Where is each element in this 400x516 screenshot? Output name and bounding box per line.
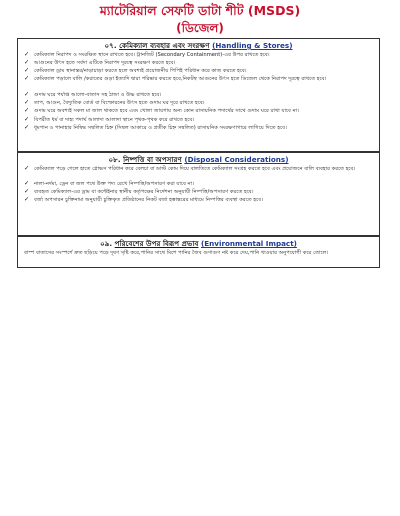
list-item: ✓ গুদাম ঘরে অবশ্যই সকল মা জাল থাকতে হবে এবং খোলা জায়গায় অন্য কোন রাসায়নিক পদার্থের সাথে গুদাম ঘরে রাখা যাবে না। — [24, 107, 300, 115]
list-item: ✓ কেমিক্যাল পড়ালে বালি /করাতের গুড়া ইত্যাদি দ্বারা পরিষ্কার করতে হবে,নিকটস্থ আগুনের উৎস হতে ডিজেল থেকে নিরাপদ দূরত্বে রাখতে হবে। — [24, 75, 327, 83]
checkmark-icon: ✓ — [24, 67, 30, 75]
section-heading-en: (Environmental Impact) — [200, 239, 297, 248]
checkmark-icon: ✓ — [24, 91, 30, 99]
list-item: ✓ কেমিক্যাল নিরাপদ ও সংরক্ষিত স্থানে রাখতে হবে। ট্রানজিট (Secondary Containment)-এর উপর রাখতে হবে। — [24, 51, 270, 58]
list-item: ✓ গুদাম ঘরে পর্যাপ্ত আলো-বাতাস সহ ঠান্ডা ও উষ্ণ রাখতে হবে। — [24, 91, 162, 99]
checkmark-icon: ✓ — [24, 180, 30, 187]
checkmark-icon: ✓ — [24, 99, 30, 107]
list-item: ✓ তাপ, আগুন, বৈদ্যুতিক বোর্ড বা বিস্ফোরনের উৎস হতে গুদাম ঘর দূরে রাখতে হবে। — [24, 99, 205, 107]
list-item: ✓ ব্যবহৃত কেমিক্যাল-এর ড্রাম বা কন্টেইনার স্থানীয় কর্তৃপক্ষের নির্দেশনা অনুযায়ী নিষ্পত্তি/অপসারণ করতে হবে। — [24, 188, 254, 196]
list-item: ✓ কেমিক্যাল ড্রাম স্থানান্তর/নাড়াচাড়া করতে হলে অবশ্যই প্রয়োজনীয় পিপিই পরিধান করে কাজ করতে হবে। — [24, 67, 247, 75]
checkmark-icon: ✓ — [24, 188, 30, 196]
section-number: ০৮. — [108, 155, 121, 164]
list-item: ✓ ধূমপান ও পানাহার নিষিদ্ধ সম্বলিত চিহ্ন (সিম্বল আকারে ও প্রতীক চিহ্ন সম্বলিত) রাসায়নিক সংরক্ষণাগারে লাগিয়ে দিতে হবে। — [24, 123, 287, 131]
environmental-impact-text: বাস্প বাতাসের সংস্পর্শে দ্রুত ছড়িয়ে পড়ে দূষণ সৃষ্টি করে,পানির সাথে মিশে পানির জৈব গুণাগুণ নষ্ট করে দেয়,পানি খাওয়ার অনুপযোগী করে তোলে। — [24, 250, 329, 256]
document-title: ম্যাটেরিয়াল সেফটি ডাটা শীট (MSDS) — [99, 3, 301, 18]
document-subtitle: (ডিজেল) — [176, 21, 224, 35]
list-item: ✓ কেমিক্যাল পড়ে গেলে হাতে গ্লোভস পরিধান করে বেলচা বা ডাস্ট কোম দিয়ে বালতিতে কেমিক্যাল সংগ্রহ করতে হবে এবং প্রয়োজনে বালি ব্যবহার করতে হবে। — [24, 165, 356, 172]
section-number: ০৯. — [100, 239, 113, 248]
section-heading — [18, 153, 379, 165]
section-handling-stores — [17, 38, 380, 152]
section-number: ০৭. — [104, 41, 117, 50]
checkmark-icon: ✓ — [24, 107, 30, 115]
section-heading-bn: কেমিক্যাল ব্যবহার এবং সংরক্ষণ — [119, 41, 210, 50]
checkmark-icon: ✓ — [24, 115, 30, 123]
checkmark-icon: ✓ — [24, 75, 30, 83]
section-heading-bn: নিষ্পত্তি বা অপসারণ — [123, 155, 182, 164]
section-heading — [18, 237, 379, 249]
checkmark-icon: ✓ — [24, 165, 30, 172]
section-environmental-impact — [17, 236, 380, 268]
checkmark-icon: ✓ — [24, 123, 30, 131]
checkmark-icon: ✓ — [24, 196, 30, 204]
checkmark-icon: ✓ — [24, 51, 30, 58]
section-heading-en: (Handling & Stores) — [212, 41, 293, 50]
section-heading-bn: পরিবেশের উপর বিরূপ প্রভাব — [114, 239, 199, 248]
list-item: ✓ বিপরীত ধর্ম বা দাহ্য পদার্থ আলাদা আলাদা স্থানে পৃথক-পৃথক করে রাখতে হবে। — [24, 115, 195, 123]
section-heading-en: (Disposal Considerations) — [184, 155, 289, 164]
disposal-list — [18, 165, 379, 204]
checkmark-icon: ✓ — [24, 59, 30, 67]
section-heading — [18, 39, 379, 51]
handling-list — [18, 51, 379, 132]
list-item: ✓ আগুনের উৎস হতে সর্বদা এটিকে নিরাপদ দূরত্বে সংরক্ষণ করতে হবে। — [24, 59, 176, 67]
section-disposal — [17, 152, 380, 236]
list-item: ✓ নালা-নর্দমা, ড্রেন বা জল পথে উক্ত পদ্য রেখে নিষ্পত্তি/অপসারণ করা যাবে না। — [24, 180, 194, 187]
list-item: ✓ বর্জ্য অপসারন চুক্তিনামা অনুযায়ী চুক্তিকৃত প্রতিষ্ঠানের নিকট বর্জ্য হস্তান্তরের মাধ্যমে নিষ্পত্তির ব্যবস্থা করতে হবে। — [24, 196, 263, 204]
